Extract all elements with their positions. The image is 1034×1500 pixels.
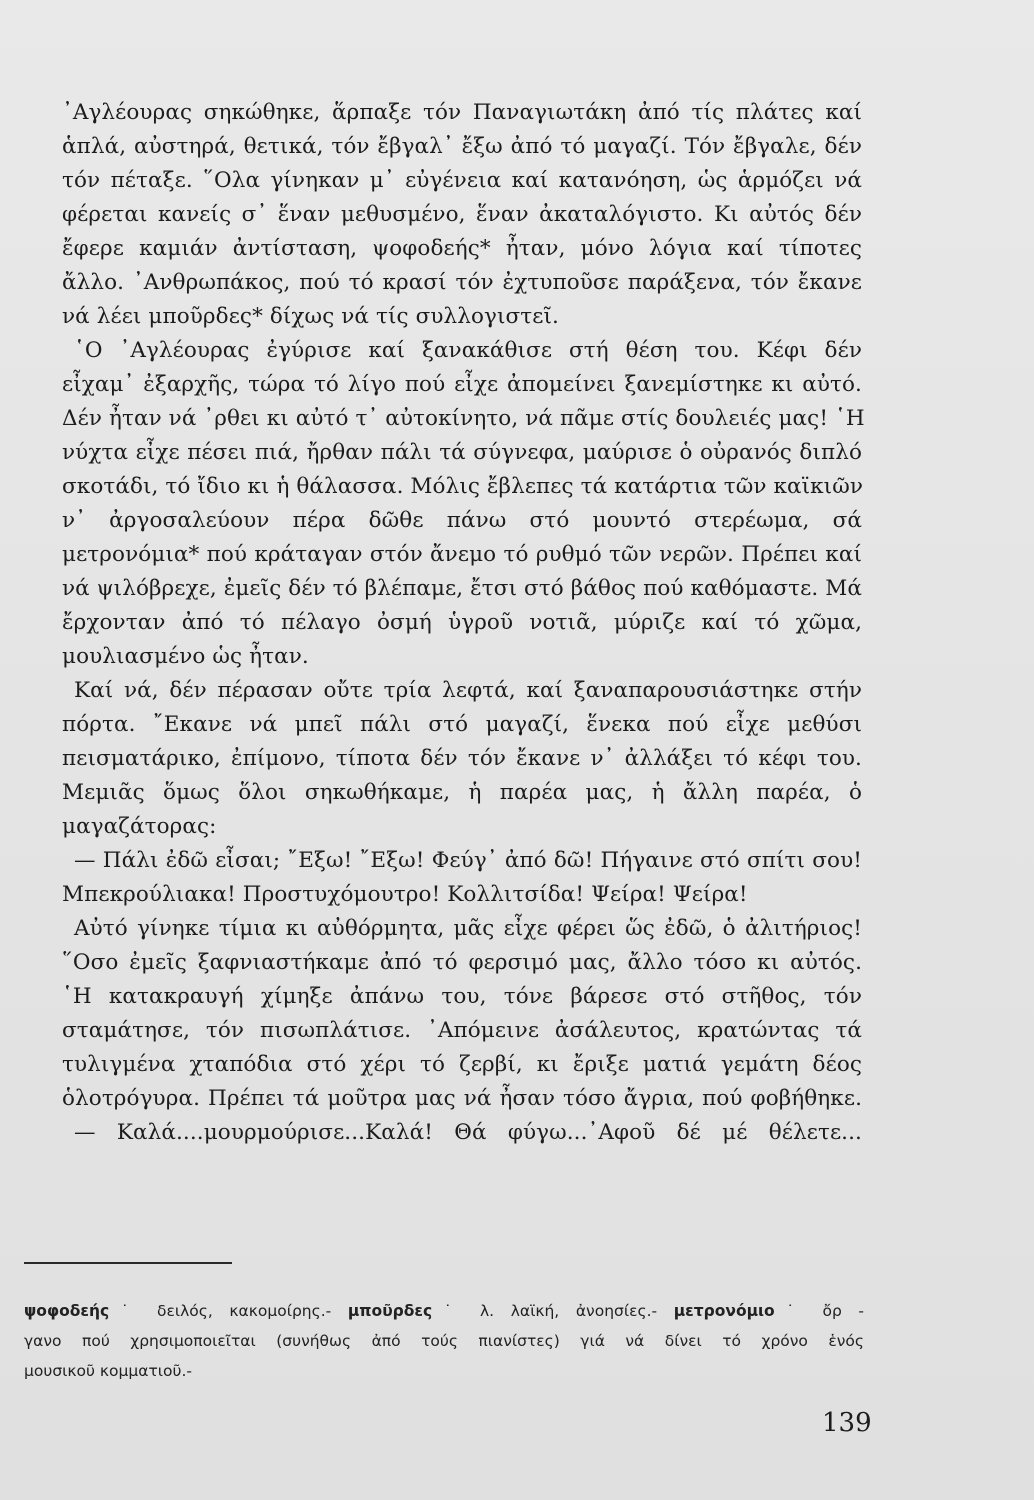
text-line: μουλιασμένο ὡς ἦταν. (62, 644, 309, 669)
text-line: — Πάλι ἐδῶ εἶσαι; ῎Εξω! ῎Εξω! Φεύγ᾿ ἀπό δῶ! Πήγαινε στό σπίτι σου! (74, 848, 862, 873)
text-line: εἶχαμ᾿ ἐξαρχῆς, τώρα τό λίγο πού εἶχε ἀπομείνει ξανεμίστηκε κι αὐτό. (62, 372, 862, 397)
text-line: ὁλοτρόγυρα. Πρέπει τά μοῦτρα μας νά ἦσαν τόσο ἄγρια, πού φοβήθηκε. (62, 1086, 862, 1111)
footnote-definition: ˙ λ. λαϊκή, ἀνοησίες.- (432, 1302, 674, 1320)
text-line: ῞Οσο ἐμεῖς ξαφνιαστήκαμε ἀπό τό φερσιμό μας, ἄλλο τόσο κι αὐτός. (62, 950, 862, 975)
text-line: ἔφερε καμιάν ἀντίσταση, ψοφοδεής* ἦταν, μόνο λόγια καί τίποτες (62, 236, 862, 261)
footnote-line: γανο πού χρησιμοποιεῖται (συνήθως ἀπό τούς πιανίστες) γιά νά δίνει τό χρόνο ἑνός (24, 1332, 864, 1350)
text-line: Μπεκρούλιακα! Προστυχόμουτρο! Κολλιτσίδα! Ψείρα! Ψείρα! (62, 882, 748, 907)
text-line: νά ψιλόβρεχε, ἐμεῖς δέν τό βλέπαμε, ἔτσι στό βάθος πού καθόμαστε. Μά (62, 576, 863, 601)
text-line: νά λέει μποῦρδες* δίχως νά τίς συλλογιστεῖ. (62, 304, 559, 329)
text-line: ν᾿ ἀργοσαλεύουν πέρα δῶθε πάνω στό μουντό στερέωμα, σά (62, 508, 862, 533)
text-line: Δέν ἦταν νά ᾿ρθει κι αὐτό τ᾿ αὐτοκίνητο, νά πᾶμε στίς δουλειές μας! ῾Η (62, 406, 865, 431)
text-line: μετρονόμια* πού κράταγαν στόν ἄνεμο τό ρυθμό τῶν νερῶν. Πρέπει καί (62, 542, 862, 567)
text-line: πόρτα. ῎Εκανε νά μπεῖ πάλι στό μαγαζί, ἕνεκα πού εἶχε μεθύσι (62, 712, 862, 737)
text-line: τυλιγμένα χταπόδια στό χέρι τό ζερβί, κι ἔριξε ματιά γεμάτη δέος (62, 1052, 862, 1077)
footnote-definition: ˙ δειλός, κακομοίρης.- (109, 1302, 348, 1320)
footnote-line (24, 1296, 864, 1326)
text-line: ᾿Αγλέουρας σηκώθηκε, ἅρπαξε τόν Παναγιωτάκη ἀπό τίς πλάτες καί (62, 100, 862, 125)
text-line: ἁπλά, αὐστηρά, θετικά, τόν ἔβγαλ᾿ ἔξω ἀπό τό μαγαζί. Τόν ἔβγαλε, δέν (62, 134, 862, 159)
text-line: τόν πέταξε. ῞Ολα γίνηκαν μ᾿ εὐγένεια καί κατανόηση, ὡς ἁρμόζει νά (62, 168, 862, 193)
footnote-divider (24, 1262, 232, 1264)
text-line: ῾Η κατακραυγή χίμηξε ἀπάνω του, τόνε βάρεσε στό στῆθος, τόν (62, 984, 862, 1009)
text-line: νύχτα εἶχε πέσει πιά, ἤρθαν πάλι τά σύγνεφα, μαύρισε ὁ οὐρανός διπλό (62, 440, 862, 465)
footnote-term: μποῦρδες (347, 1302, 433, 1320)
text-line: — Καλά....μουρμούρισε...Καλά! Θά φύγω...᾿Αφοῦ δέ μέ θέλετε... (74, 1120, 862, 1145)
page-number: 139 (822, 1408, 872, 1438)
footnote-term: ψοφοδεής (24, 1302, 110, 1320)
text-line: Αὐτό γίνηκε τίμια κι αὐθόρμητα, μᾶς εἶχε φέρει ὥς ἐδῶ, ὁ ἀλιτήριος! (74, 916, 862, 941)
text-line: σκοτάδι, τό ἴδιο κι ἡ θάλασσα. Μόλις ἔβλεπες τά κατάρτια τῶν καϊκιῶν (62, 474, 864, 499)
text-line: φέρεται κανείς σ᾿ ἕναν μεθυσμένο, ἕναν ἀκαταλόγιστο. Κι αὐτός δέν (62, 202, 862, 227)
footnote-term: μετρονόμιο (673, 1302, 775, 1320)
text-line: Καί νά, δέν πέρασαν οὔτε τρία λεφτά, καί ξαναπαρουσιάστηκε στήν (74, 678, 862, 703)
text-line: ῾Ο ᾿Αγλέουρας ἐγύρισε καί ξανακάθισε στή θέση του. Κέφι δέν (74, 338, 862, 363)
text-line: ἔρχονταν ἀπό τό πέλαγο ὀσμή ὑγροῦ νοτιᾶ, μύριζε καί τό χῶμα, (62, 610, 862, 635)
footnotes (24, 1296, 864, 1386)
text-line: πεισματάρικο, ἐπίμονο, τίποτα δέν τόν ἔκανε ν᾿ ἀλλάξει τό κέφι του. (62, 746, 862, 771)
text-line: σταμάτησε, τόν πισωπλάτισε. ᾿Απόμεινε ἀσάλευτος, κρατώντας τά (62, 1018, 862, 1043)
footnote-definition: ˙ ὄρ - (774, 1302, 864, 1320)
text-line: Μεμιᾶς ὅμως ὅλοι σηκωθήκαμε, ἡ παρέα μας, ἡ ἄλλη παρέα, ὁ (62, 780, 862, 805)
body-text (62, 96, 865, 1150)
text-line: μαγαζάτορας: (62, 814, 217, 839)
text-line: ἄλλο. ᾿Ανθρωπάκος, πού τό κρασί τόν ἐχτυποῦσε παράξενα, τόν ἔκανε (62, 270, 862, 295)
footnote-line: μουσικοῦ κομματιοῦ.- (24, 1362, 193, 1380)
